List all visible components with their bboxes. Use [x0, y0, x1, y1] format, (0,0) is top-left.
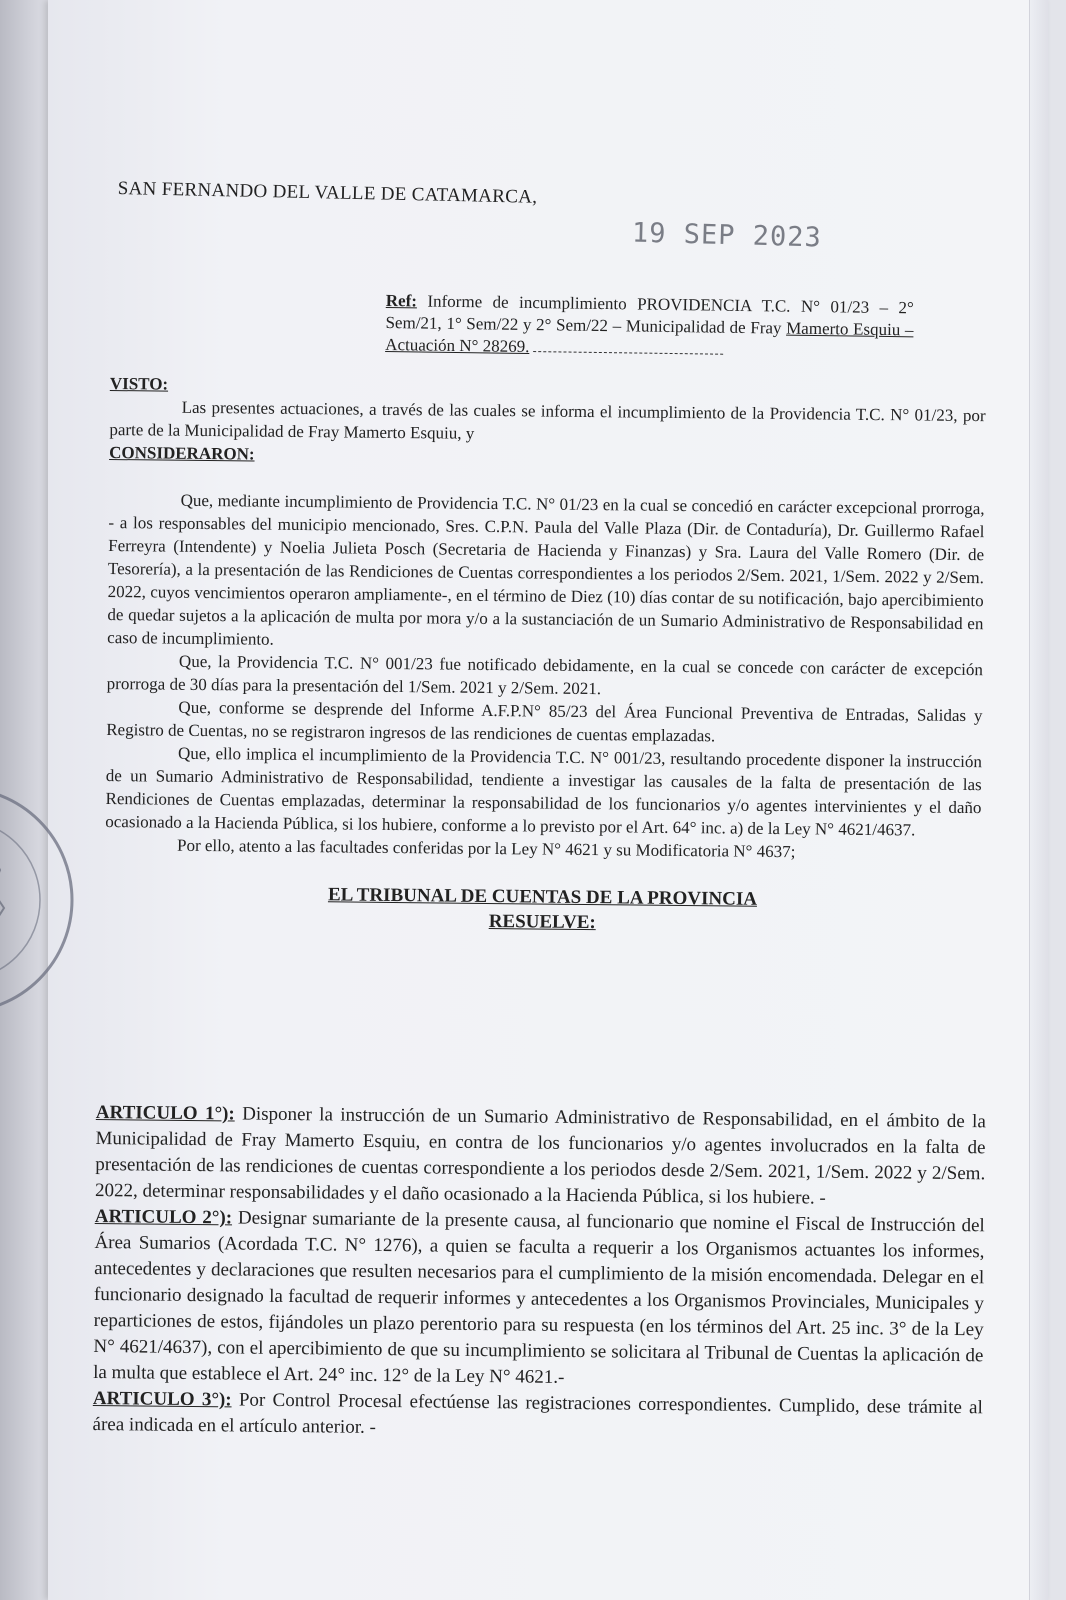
ref-dash-line — [533, 351, 723, 355]
considerando-heading: CONSIDERARON: — [109, 442, 255, 464]
document-page — [48, 0, 1048, 1600]
considerando-paragraph: Que, ello implica el incumplimiento de la Providencia T.C. N° 001/23, resultando procedente disponer la instrucción de un Sumario Administrativo de Responsabilidad, tendiente a investigar las causales de la falta de presentación de las Rendiciones de Cuentas emplazadas, determinar la responsabilidad de los funcionarios y/o agentes intervinientes y el daño ocasionado a la Hacienda Pública, si los hubiere, conforme a lo previsto por el Art. 64° inc. a) de la Ley N° 4621/4637. — [105, 743, 983, 840]
tribunal-title: EL TRIBUNAL DE CUENTAS DE LA PROVINCIA — [327, 884, 758, 910]
considerando-paragraph: Por ello, atento a las facultades conferidas por la Ley N° 4621 y su Modificatoria N° 4637; — [176, 835, 796, 862]
article-2 — [93, 1204, 985, 1395]
article-text: Por Control Procesal efectúense las registraciones correspondientes. Cumplido, dese trámite al área indicada en el artículo anterior. - — [92, 1389, 983, 1438]
visto-text: Las presentes actuaciones, a través de las cuales se informa el incumplimiento de la Providencia T.C. N° 01/23, por parte de la Municipalidad de Fray Mamerto Esquiu, y — [109, 397, 986, 443]
considerando-paragraph: Que, mediante incumplimiento de Providencia T.C. N° 01/23 en la cual se concedió en carácter excepcional prorroga, - a los responsables del municipio mencionado, Sres. C.P.N. Paula del Valle Plaza (Dir. de Contaduría), Dr. Guillermo Rafael Ferreyra (Intendente) y Noelia Julieta Posch (Secretaria de Hacienda y Finanzas) y Sra. Laura del Valle Romero (Dir. de Tesorería), a la presentación de las Rendiciones de Cuentas correspondientes a los periodos 2/Sem. 2021, 1/Sem. 2022 y 2/Sem. 2022, cuyos vencimientos operaron ampliamente-, en el término de Diez (10) días contar de su notificación, bajo apercibimiento de quedar sujetos a la aplicación de multa por mora y/o a la sustanciación de un Sumario Administrativo de Responsabilidad en caso de incumplimiento. — [107, 490, 985, 649]
page-stack-edge — [1029, 0, 1048, 1600]
document-body — [104, 372, 986, 939]
official-seal-stamp — [0, 780, 80, 1020]
article-label: ARTICULO 3°): — [92, 1387, 232, 1411]
article-label: ARTICULO 2°): — [94, 1205, 233, 1229]
article-label: ARTICULO 1°): — [95, 1101, 235, 1125]
article-text: Disponer la instrucción de un Sumario Administrativo de Responsabilidad, en el ámbito de la Municipalidad de Fray Mamerto Esquiu, en contra de los funcionarios y/o agentes involucrados en la falta de presentación de las rendiciones de cuentas correspondiente a los periodos desde 2/Sem. 2021, 1/Sem. 2022 y 2/Sem. 2022, determinar responsabilidades y el daño ocasionado a la Hacienda Pública, si los hubiere. - — [94, 1103, 986, 1209]
articles-section — [92, 1100, 985, 1447]
ref-text-underlined: Mamerto Esquiu – Actuación N° 28269. — [385, 318, 914, 357]
article-text: Designar sumariante de la presente causa, al funcionario que nomine el Fiscal de Instrucción del Área Sumarios (Acordada T.C. N° 1276), a quien se faculta a requerir a los Organismos actuantes los informes, antecedentes y declaraciones que resulten necesarios para el cumplimiento de la misión encomendada. Delegar en el funcionario designado la facultad de requerir informes y antecedentes a los Organismos Provinciales, Municipales y reparticiones de estos, fijándoles un plazo perentorio para su respuesta (en los términos del Art. 25 inc. 3° de la Ley N° 4621/4637), con el apercibimiento de que su incumplimiento se solicitara al Tribunal de Cuentas la aplicación de la multa que establece el Art. 24° inc. 12° de la Ley N° 4621.- — [93, 1207, 985, 1388]
reference-block — [385, 290, 914, 363]
article-3 — [92, 1386, 982, 1447]
article-1 — [95, 1100, 986, 1213]
resuelve-heading: RESUELVE: — [488, 910, 596, 934]
considerando-paragraph: Que, conforme se desprende del Informe A.F.P.N° 85/23 del Área Funcional Preventiva de Entradas, Salidas y Registro de Cuentas, no se registraron ingresos de las rendiciones de cuentas emplazadas. — [106, 697, 983, 746]
visto-heading: VISTO: — [109, 373, 169, 394]
ref-label: Ref: — [385, 290, 418, 311]
date-stamp: 19 SEP 2023 — [631, 217, 823, 254]
city-line: SAN FERNANDO DEL VALLE DE CATAMARCA, — [117, 178, 538, 208]
ref-text: Informe de incumplimiento PROVIDENCIA T.C. N° 01/23 – 2° Sem/21, 1° Sem/22 y 2° Sem/22 – Municipalidad de Fray — [385, 291, 914, 338]
considerando-paragraph: Que, la Providencia T.C. N° 001/23 fue notificado debidamente, en la cual se concede con carácter de excepción prorroga de 30 días para la presentación del 1/Sem. 2021 y 2/Sem. 2021. — [106, 651, 984, 699]
